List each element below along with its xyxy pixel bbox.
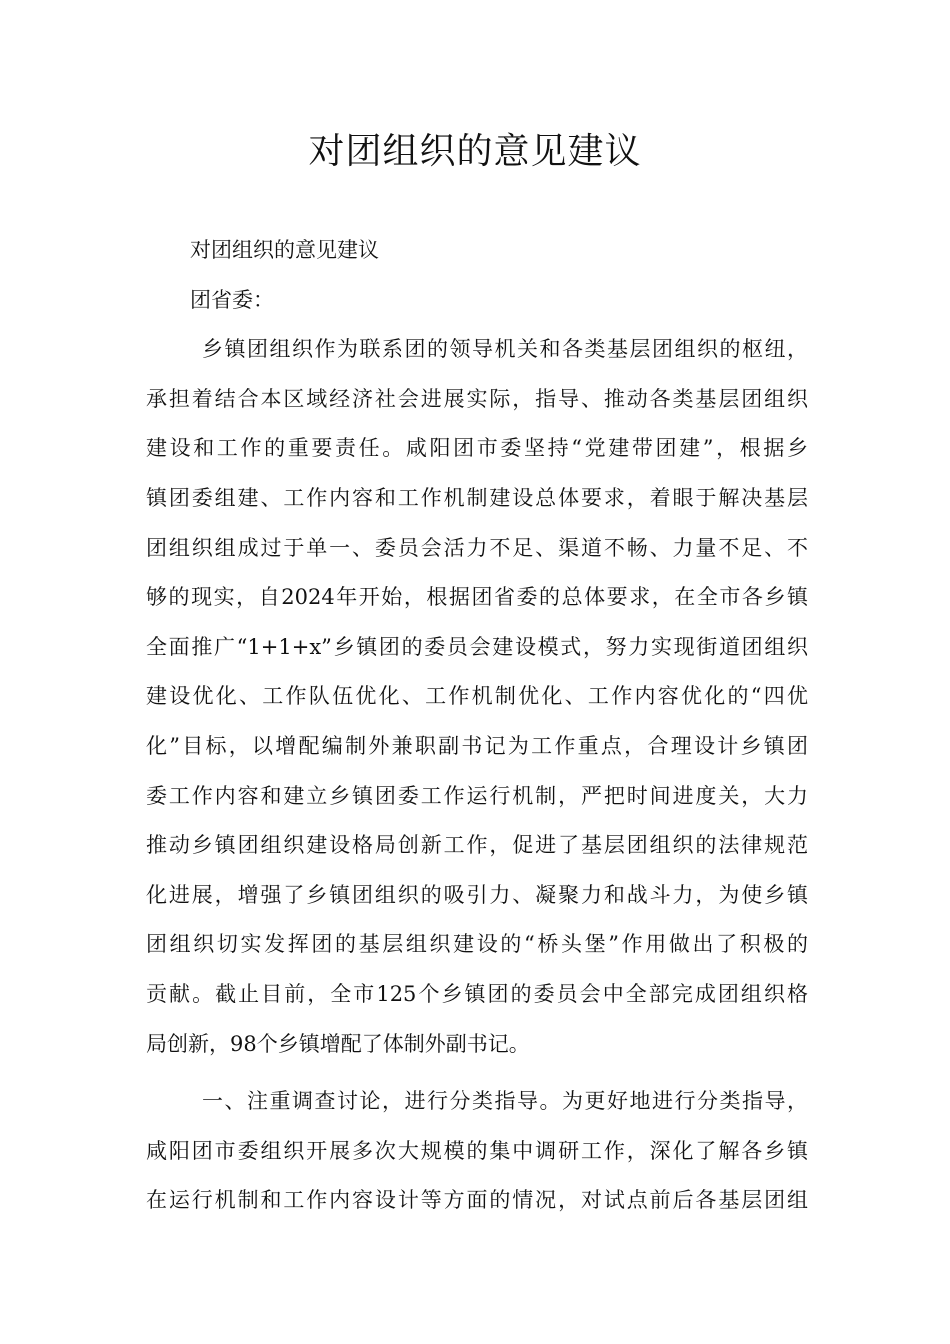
text-line: 咸阳团市委组织开展多次大规模的集中调研工作，深化了解各乡镇 <box>146 1138 808 1163</box>
text-line: 推动乡镇团组织建设格局创新工作，促进了基层团组织的法律规范 <box>146 833 808 858</box>
text-line: 承担着结合本区域经济社会进展实际，指导、推动各类基层团组织 <box>146 386 808 411</box>
text-line: 团组织组成过于单一、委员会活力不足、渠道不畅、力量不足、不 <box>146 535 808 560</box>
text-line-salutation: 团省委： <box>190 287 274 312</box>
text-line: 一、注重调查讨论，进行分类指导。为更好地进行分类指导， <box>202 1089 808 1114</box>
text-line: 局创新，98个乡镇增配了体制外副书记。 <box>146 1031 530 1056</box>
text-line-subtitle: 对团组织的意见建议 <box>190 238 379 262</box>
text-line: 够的现实，自2024年开始，根据团省委的总体要求，在全市各乡镇 <box>146 585 808 610</box>
text-line: 建设优化、工作队伍优化、工作机制优化、工作内容优化的“四优 <box>146 684 808 709</box>
text-line: 委工作内容和建立乡镇团委工作运行机制，严把时间进度关，大力 <box>146 783 808 808</box>
text-line: 贡献。截止目前，全市125个乡镇团的委员会中全部完成团组织格 <box>146 981 808 1006</box>
document-body <box>146 226 808 1226</box>
text-line: 化”目标，以增配编制外兼职副书记为工作重点，合理设计乡镇团 <box>146 733 808 758</box>
text-line: 建设和工作的重要责任。咸阳团市委坚持“党建带团建”，根据乡 <box>146 436 808 461</box>
text-line: 镇团委组建、工作内容和工作机制建设总体要求，着眼于解决基层 <box>146 485 808 510</box>
paragraph-gap <box>146 1069 808 1077</box>
text-line: 在运行机制和工作内容设计等方面的情况，对试点前后各基层团组 <box>146 1188 808 1213</box>
text-line: 化进展，增强了乡镇团组织的吸引力、凝聚力和战斗力，为使乡镇 <box>146 882 808 907</box>
text-line: 团组织切实发挥团的基层组织建设的“桥头堡”作用做出了积极的 <box>146 932 808 957</box>
document-title: 对团组织的意见建议 <box>308 131 642 172</box>
text-line: 全面推广“1+1+x”乡镇团的委员会建设模式，努力实现街道团组织 <box>146 634 808 659</box>
text-line: 乡镇团组织作为联系团的领导机关和各类基层团组织的枢纽， <box>202 337 808 362</box>
